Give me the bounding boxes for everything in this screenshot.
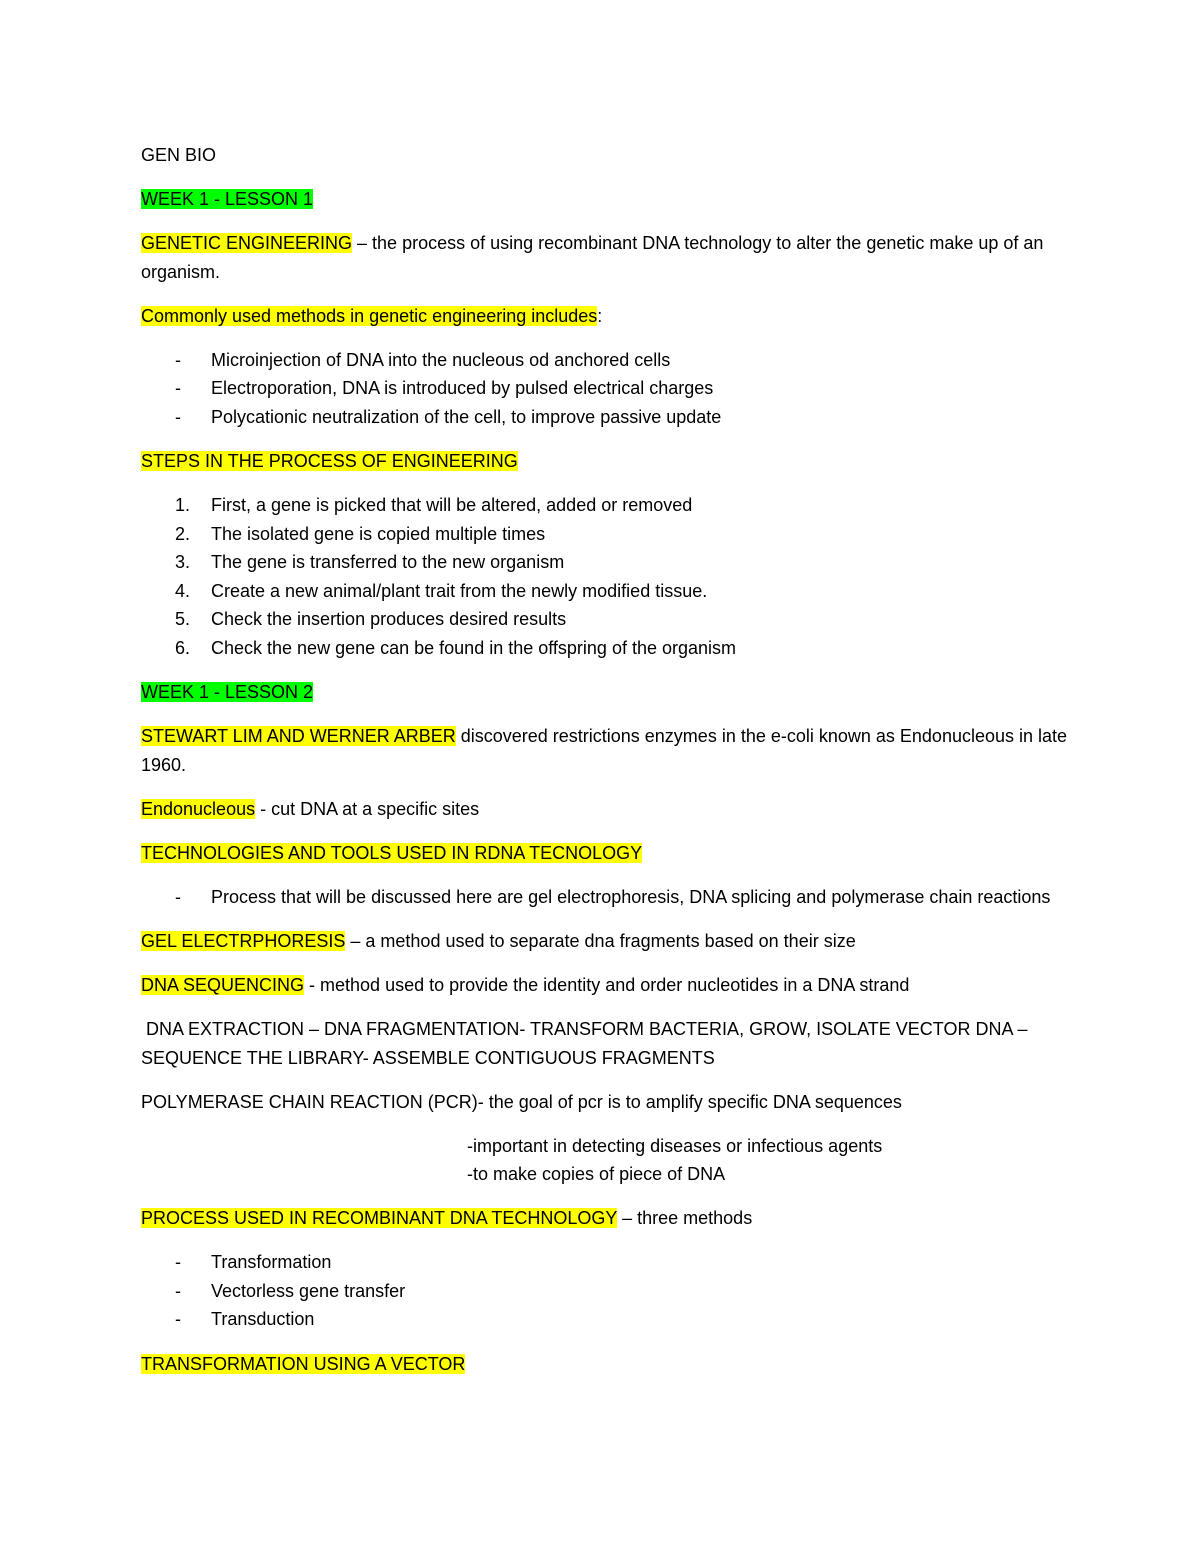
- process-recombinant-paragraph: [141, 1204, 1071, 1233]
- list-item-text: First, a gene is picked that will be altered, added or removed: [211, 495, 693, 515]
- list-item-text: Check the insertion produces desired results: [211, 609, 567, 629]
- list-item: - Transformation: [175, 1252, 332, 1272]
- list-item-text: Process that will be discussed here are gel electrophoresis, DNA splicing and polymerase chain reactions: [211, 886, 1051, 907]
- week1-lesson2-heading: [141, 678, 1071, 707]
- dna-sequencing-paragraph: [141, 971, 1071, 1000]
- list-item-text: The gene is transferred to the new organism: [211, 552, 565, 572]
- endonucleous-text: - cut DNA at a specific sites: [255, 798, 480, 819]
- week1-lesson2-label: WEEK 1 - LESSON 2: [141, 682, 314, 702]
- list-item-text: Create a new animal/plant trait from the newly modified tissue.: [211, 580, 708, 601]
- genetic-engineering-paragraph: [141, 229, 1071, 286]
- dna-sequencing-text: - method used to provide the identity and order nucleotides in a DNA strand: [304, 975, 910, 995]
- methods-heading-paragraph: [141, 302, 1071, 331]
- steps-heading: STEPS IN THE PROCESS OF ENGINEERING: [141, 451, 518, 471]
- list-item: - Transduction: [175, 1309, 315, 1329]
- transformation-vector-paragraph: [141, 1350, 1071, 1379]
- list-item: 4. Create a new animal/plant trait from the newly modified tissue.: [175, 580, 708, 601]
- list-item-text: Vectorless gene transfer: [211, 1280, 406, 1301]
- document-title: GEN BIO: [141, 145, 217, 165]
- dna-sequencing-term: DNA SEQUENCING: [141, 975, 305, 995]
- list-item-text: Electroporation, DNA is introduced by pulsed electrical charges: [211, 378, 714, 398]
- list-item-text: Transduction: [211, 1309, 315, 1329]
- list-item: 5. Check the insertion produces desired results: [175, 609, 567, 629]
- methods-heading-colon: :: [597, 305, 603, 326]
- pcr-paragraph: POLYMERASE CHAIN REACTION (PCR)- the goal of pcr is to amplify specific DNA sequences: [141, 1091, 902, 1112]
- process-recombinant-heading: PROCESS USED IN RECOMBINANT DNA TECHNOLOGY: [141, 1208, 618, 1228]
- list-item: - Microinjection of DNA into the nucleous od anchored cells: [175, 349, 671, 370]
- pcr-detail-line: -important in detecting diseases or infectious agents: [467, 1135, 883, 1156]
- list-item: 1. First, a gene is picked that will be altered, added or removed: [175, 495, 693, 515]
- genetic-engineering-term: GENETIC ENGINEERING: [141, 233, 353, 253]
- endonucleous-term: Endonucleous: [141, 798, 256, 819]
- steps-heading-paragraph: [141, 447, 1071, 476]
- list-item-text: Microinjection of DNA into the nucleous od anchored cells: [211, 349, 671, 370]
- technologies-heading-paragraph: [141, 839, 1071, 868]
- endonucleous-paragraph: [141, 795, 1071, 824]
- pcr-detail-line: -to make copies of piece of DNA: [467, 1164, 726, 1184]
- sequence-flow-paragraph: DNA EXTRACTION – DNA FRAGMENTATION- TRANSFORM BACTERIA, GROW, ISOLATE VECTOR DNA – SEQUENCE THE LIBRARY- ASSEMBLE CONTIGUOUS FRAGMENTS: [141, 1019, 1033, 1068]
- technologies-list: [141, 883, 1071, 912]
- list-item: 2. The isolated gene is copied multiple times: [175, 523, 546, 544]
- gel-paragraph: [141, 927, 1071, 956]
- transformation-vector-heading: TRANSFORMATION USING A VECTOR: [141, 1353, 466, 1374]
- list-item-text: Check the new gene can be found in the offspring of the organism: [211, 637, 737, 658]
- discovery-text: discovered restrictions enzymes in the e-coli known as Endonucleous in late 1960.: [141, 726, 1068, 775]
- methods-list: [141, 346, 1071, 432]
- discovery-names: STEWART LIM AND WERNER ARBER: [141, 726, 456, 746]
- list-item: - Polycationic neutralization of the cell, to improve passive update: [175, 406, 722, 427]
- process-recombinant-text: – three methods: [617, 1208, 753, 1228]
- week1-lesson1-heading: [141, 185, 1071, 214]
- steps-list: [141, 491, 1071, 662]
- document-body: [141, 141, 1071, 1394]
- gel-text: – a method used to separate dna fragments based on their size: [345, 931, 856, 951]
- process-recombinant-list: [141, 1248, 1071, 1334]
- week1-lesson1-label: WEEK 1 - LESSON 1: [141, 189, 314, 209]
- list-item: 3. The gene is transferred to the new organism: [175, 552, 565, 572]
- list-item-text: Transformation: [211, 1252, 332, 1272]
- list-item: 6. Check the new gene can be found in the offspring of the organism: [175, 637, 737, 658]
- list-item: - Vectorless gene transfer: [175, 1280, 406, 1301]
- methods-heading: Commonly used methods in genetic engineering includes: [141, 305, 598, 326]
- list-item: - Electroporation, DNA is introduced by pulsed electrical charges: [175, 378, 714, 398]
- list-item: - Process that will be discussed here are gel electrophoresis, DNA splicing and polymerase chain reactions: [175, 886, 1051, 907]
- technologies-heading: TECHNOLOGIES AND TOOLS USED IN RDNA TECNOLOGY: [141, 842, 643, 863]
- gel-term: GEL ELECTRPHORESIS: [141, 931, 346, 951]
- discovery-paragraph: [141, 722, 1071, 779]
- list-item-text: Polycationic neutralization of the cell, to improve passive update: [211, 406, 722, 427]
- pcr-details: [141, 1132, 1071, 1189]
- list-item-text: The isolated gene is copied multiple times: [211, 523, 546, 544]
- genetic-engineering-definition: – the process of using recombinant DNA technology to alter the genetic make up of an organism.: [141, 233, 1044, 282]
